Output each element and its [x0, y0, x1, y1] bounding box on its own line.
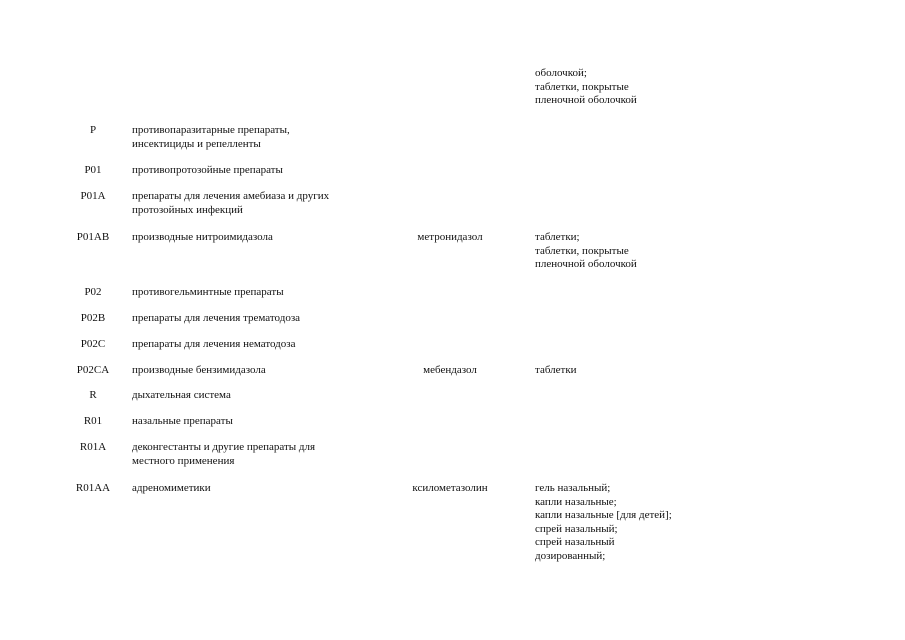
atc-code: P01: [84, 164, 102, 176]
atc-code: P02B: [80, 312, 106, 324]
atc-description: [132, 124, 382, 151]
description-line: производные бензимидазола: [132, 364, 266, 376]
atc-code: P02: [84, 286, 102, 298]
atc-code: R01: [83, 415, 103, 427]
atc-description: [132, 364, 382, 378]
atc-description: [132, 312, 382, 326]
dosage-form-line: таблетки, покрытые: [535, 244, 629, 257]
atc-description: [132, 338, 382, 352]
atc-description: [132, 231, 382, 245]
atc-code: R01AA: [75, 482, 111, 494]
drug-name: мебендазол: [423, 364, 477, 376]
atc-code: R: [89, 389, 97, 401]
description-line: противопротозойные препараты: [132, 164, 283, 176]
dosage-forms: [535, 482, 735, 563]
description-line: деконгестанты и другие препараты для: [132, 441, 316, 453]
dosage-form-line: таблетки, покрытые: [535, 80, 629, 93]
dosage-form-line: пленочной оболочкой: [535, 94, 637, 106]
atc-description: [132, 482, 382, 496]
drug-name: метронидазол: [417, 231, 483, 243]
description-line: противогельминтные препараты: [132, 286, 284, 298]
drug-name: ксилометазолин: [412, 482, 488, 494]
description-line: противопаразитарные препараты,: [132, 124, 290, 136]
atc-code: P02C: [80, 338, 106, 350]
atc-code: P01AB: [76, 231, 110, 243]
atc-description: [132, 415, 382, 429]
dosage-form-line: таблетки;: [535, 231, 580, 243]
atc-description: [132, 286, 382, 300]
dosage-form-line: оболочкой;: [535, 67, 587, 79]
dosage-forms: [535, 364, 735, 378]
description-line: назальные препараты: [132, 415, 233, 427]
atc-description: [132, 389, 382, 403]
dosage-form-line: спрей назальный;: [535, 522, 618, 535]
description-line: инсектициды и репелленты: [132, 137, 261, 150]
dosage-form-line: спрей назальный: [535, 536, 615, 548]
dosage-forms: [535, 231, 735, 272]
description-line: препараты для лечения трематодоза: [132, 312, 301, 324]
dosage-form-line: дозированный;: [535, 549, 606, 562]
description-line: адреномиметики: [132, 482, 211, 494]
dosage-form-line: капли назальные [для детей];: [535, 509, 672, 521]
atc-code: P01A: [80, 190, 106, 202]
atc-code: P: [89, 124, 97, 136]
dosage-form-line: пленочной оболочкой: [535, 258, 637, 270]
description-line: протозойных инфекций: [132, 203, 243, 216]
description-line: производные нитроимидазола: [132, 231, 273, 243]
description-line: препараты для лечения нематодоза: [132, 338, 296, 350]
dosage-form-line: капли назальные;: [535, 495, 617, 508]
atc-code: R01A: [79, 441, 107, 453]
description-line: местного применения: [132, 454, 235, 467]
dosage-forms: [535, 67, 735, 108]
description-line: дыхательная система: [132, 389, 231, 401]
atc-description: [132, 441, 382, 468]
atc-description: [132, 190, 382, 217]
atc-description: [132, 164, 382, 178]
atc-code: P02CA: [76, 364, 110, 376]
dosage-form-line: гель назальный;: [535, 482, 611, 494]
dosage-form-line: таблетки: [535, 364, 577, 376]
description-line: препараты для лечения амебиаза и других: [132, 190, 330, 202]
